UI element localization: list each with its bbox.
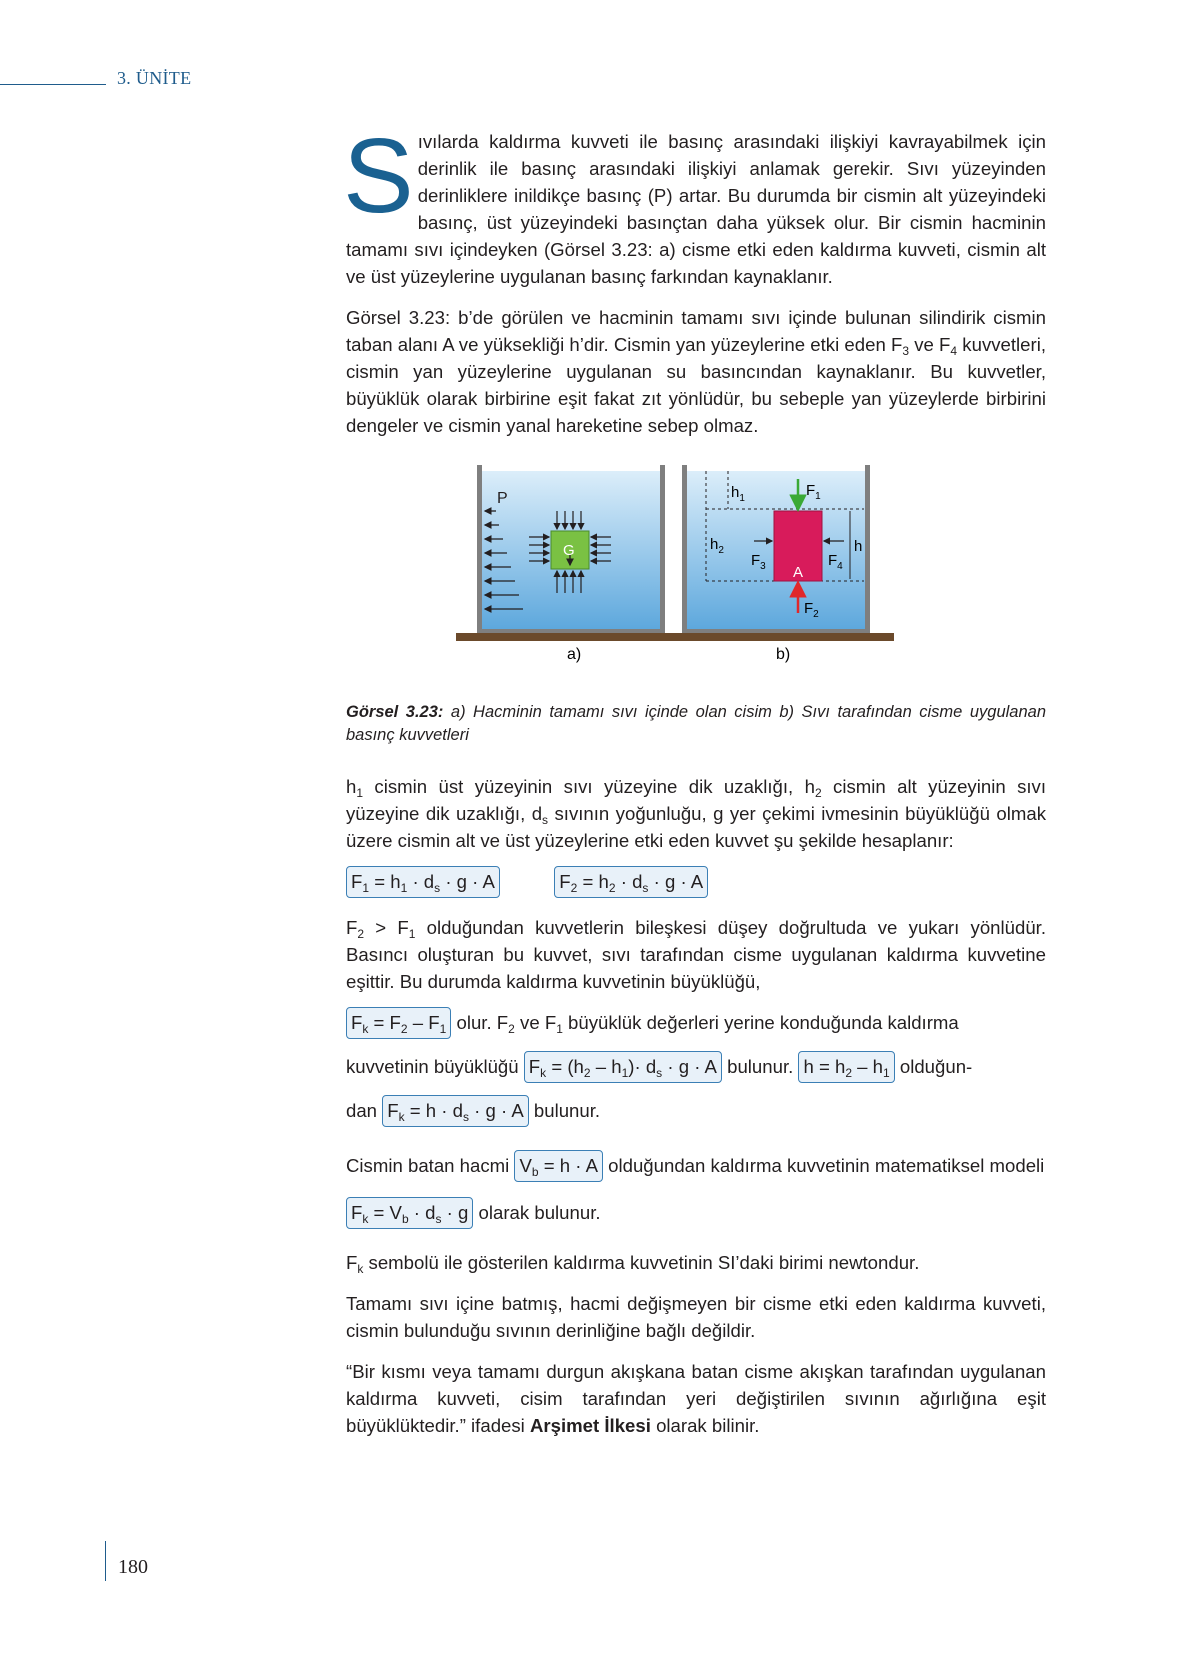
paragraph-2: Görsel 3.23: b’de görülen ve hacminin tamamı sıvı içinde bulunan silindirik cismin taban alanı A ve yüksekliği h’dir. Cismin yan yüzeylerine etki eden $F_3$ ve $F_4$ kuvvetleri, cismin yan yüzeylerine uygulanan su basıncından kaynaklanır. Bu kuvvetler, büyüklük olarak birbirine eşit fakat zıt yönlüdür, bu sebeple yan yüzeylerde birbirini dengeler ve cismin yanal hareketine sebep olmaz. <box>346 307 1047 436</box>
label-g: G <box>563 542 575 559</box>
paragraph-3: $h_1$ cismin üst yüzeyinin sıvı yüzeyine dik uzaklığı, $h_2$ cismin alt yüzeyinin sıvı yüzeyine dik uzaklığı, $d_s$ sıvının yoğunluğu, g yer çekimi ivmesinin büyüklüğü olmak üzere cismin alt ve üst yüzeylerine etki eden kuvvet şu şekilde hesaplanır: <box>346 776 1047 851</box>
line-fk-3: dan $F_k = h \cdot d_s \cdot g \cdot A$ bulunur. <box>346 1089 1046 1133</box>
line-fk-2: kuvvetinin büyüklüğü $F_k = (h_2 - h_1)\cdot d_s \cdot g \cdot A$ bulunur. $h = h_2 - h_1$ olduğun- <box>346 1045 1046 1089</box>
line-fk-vb: $F_k = V_b \cdot d_s \cdot g$ olarak bulunur. <box>346 1191 1046 1235</box>
svg-text:F3: $F_3$ <box>751 552 766 572</box>
svg-text:F2: $F_2$ <box>804 600 819 620</box>
svg-text:h1: $h_1$ <box>731 484 745 504</box>
figure-caption: Görsel 3.23: a) Hacminin tamamı sıvı içinde olan cisim b) Sıvı tarafından cisme uygulanan basınç kuvvetleri <box>346 703 1047 744</box>
svg-text:F1: $F_1$ <box>806 482 821 502</box>
dropcap: S <box>343 117 414 235</box>
equation-fk-full: $F_k = (h_2 - h_1)\cdot d_s \cdot g \cdot A$ <box>524 1051 722 1083</box>
equation-f2: $F_2 = h_2 \cdot d_s \cdot g \cdot A$ <box>554 866 708 898</box>
paragraph-volume: Cismin batan hacmi $V_b = h \cdot A$ olduğundan kaldırma kuvvetinin matematiksel modeli <box>346 1147 1046 1185</box>
label-p: P <box>497 490 508 507</box>
label-b-sub: b) <box>776 646 791 663</box>
figure-3-23 <box>346 451 1046 691</box>
line-fk-1: $F_k = F_2 - F_1$ olur. $F_2$ ve $F_1$ büyüklük değerleri yerine konduğunda kaldırma <box>346 1001 1046 1045</box>
label-a: A <box>793 564 804 581</box>
label-a-sub: a) <box>567 646 582 663</box>
paragraph-unit: $F_k$ sembolü ile gösterilen kaldırma kuvvetinin SI’daki birimi newtondur. <box>346 1252 920 1276</box>
equation-f1: $F_1 = h_1 \cdot d_s \cdot g \cdot A$ <box>346 866 500 898</box>
equations-row <box>346 866 1046 898</box>
header-rule <box>0 84 106 85</box>
ground <box>456 633 894 641</box>
unit-header: 3. ÜNİTE <box>117 68 192 88</box>
svg-text:h: h <box>854 538 863 555</box>
svg-text:h2: $h_2$ <box>710 536 724 556</box>
equation-h: $h = h_2 - h_1$ <box>798 1051 894 1083</box>
intro-paragraph: Sıvılarda kaldırma kuvveti ile basınç arasındaki ilişkiyi kavrayabilmek için derinlik ile basınç arasındaki ilişkiyi anlamak gerekir. Sıvı yüzeyinden derinliklere inildikçe basınç (P) artar. Bu durumda bir cismin alt yüzeyindeki basınç, üst yüzeyindeki basınçtan daha yüksek olur. Bir cismin hacminin tamamı sıvı içindeyken (Görsel 3.23: a) cisme etki eden kaldırma kuvveti, cismin alt ve üst yüzeylerine uygulanan basınç farkından kaynaklanır. <box>343 117 1046 287</box>
equation-fk-diff: $F_k = F_2 - F_1$ <box>346 1007 451 1039</box>
equation-fk-vb: $F_k = V_b \cdot d_s \cdot g$ <box>346 1197 473 1229</box>
paragraph-4: $F_2 > F_1$ olduğundan kuvvetlerin bileşkesi düşey doğrultuda ve yukarı yönlüdür. Basıncı oluşturan bu kuvvet, sıvı tarafından cisme uygulanan kaldırma kuvvetine eşittir. Bu durumda kaldırma kuvvetinin büyüklüğü, <box>346 917 1046 992</box>
svg-text:F4: $F_4$ <box>828 552 843 572</box>
page-number-rule <box>105 1541 106 1581</box>
paragraph-depth: Tamamı sıvı içine batmış, hacmi değişmeyen bir cisme etki eden kaldırma kuvveti, cismin bulunduğu sıvının derinliğine bağlı değildir. <box>346 1293 1046 1341</box>
equation-fk-h: $F_k = h \cdot d_s \cdot g \cdot A$ <box>382 1095 529 1127</box>
pressure-diagram <box>346 451 1046 691</box>
page-number: 180 <box>118 1556 148 1578</box>
equation-vb: $V_b = h \cdot A$ <box>514 1150 603 1182</box>
paragraph-archimedes: “Bir kısmı veya tamamı durgun akışkana batan cisme akışkan tarafından uygulanan kaldırma kuvveti, cisim tarafından yeri değiştirilen sıvının ağırlığına eşit büyüklüktedir.” ifadesi Arşimet İlkesi olarak bilinir. <box>346 1361 1046 1436</box>
page-content <box>343 117 1047 1439</box>
